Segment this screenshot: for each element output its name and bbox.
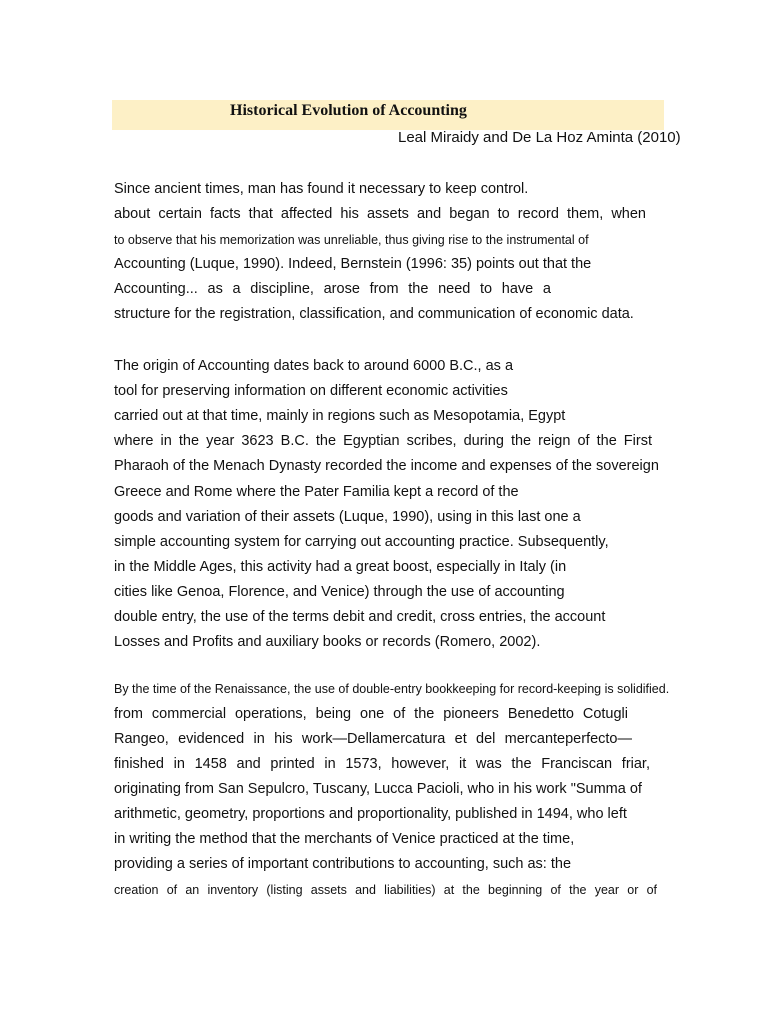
paragraph-2-line-6: Greece and Rome where the Pater Familia kept a record of the xyxy=(114,484,519,500)
paragraph-1-line-4: Accounting (Luque, 1990). Indeed, Bernstein (1996: 35) points out that the xyxy=(114,256,592,272)
paragraph-2-line-11: double entry, the use of the terms debit and credit, cross entries, the account xyxy=(114,609,606,625)
paragraph-3-line-3: Rangeo, evidenced in his work—Dellamercatura et del mercanteperfecto— xyxy=(114,731,632,747)
paragraph-3-line-2: from commercial operations, being one of the pioneers Benedetto Cotugli xyxy=(114,706,628,722)
paragraph-3-line-5: originating from San Sepulcro, Tuscany, Lucca Pacioli, who in his work "Summa of xyxy=(114,781,642,797)
paragraph-1-line-3: to observe that his memorization was unreliable, thus giving rise to the instrumental of xyxy=(114,233,589,247)
paragraph-3-line-9: creation of an inventory (listing assets and liabilities) at the beginning of the year or of xyxy=(114,883,657,897)
paragraph-2-line-8: simple accounting system for carrying out accounting practice. Subsequently, xyxy=(114,534,609,550)
paragraph-2-line-5: Pharaoh of the Menach Dynasty recorded the income and expenses of the sovereign xyxy=(114,458,659,474)
document-title: Historical Evolution of Accounting xyxy=(230,102,467,119)
paragraph-2-line-4: where in the year 3623 B.C. the Egyptian scribes, during the reign of the First xyxy=(114,433,652,449)
paragraph-3-line-1: By the time of the Renaissance, the use of double-entry bookkeeping for record-keeping is solidified. xyxy=(114,682,670,696)
paragraph-2-line-10: cities like Genoa, Florence, and Venice) through the use of accounting xyxy=(114,584,565,600)
paragraph-3-line-4: finished in 1458 and printed in 1573, however, it was the Franciscan friar, xyxy=(114,756,650,772)
paragraph-2-line-2: tool for preserving information on different economic activities xyxy=(114,383,508,399)
paragraph-1-line-6: structure for the registration, classification, and communication of economic data. xyxy=(114,306,634,322)
paragraph-3-line-8: providing a series of important contributions to accounting, such as: the xyxy=(114,856,572,872)
paragraph-2-line-3: carried out at that time, mainly in regions such as Mesopotamia, Egypt xyxy=(114,408,566,424)
paragraph-1-line-5: Accounting... as a discipline, arose from the need to have a xyxy=(114,281,551,297)
paragraph-3-line-7: in writing the method that the merchants of Venice practiced at the time, xyxy=(114,831,575,847)
paragraph-1-line-2: about certain facts that affected his assets and began to record them, when xyxy=(114,206,646,222)
paragraph-2-line-1: The origin of Accounting dates back to around 6000 B.C., as a xyxy=(114,358,514,374)
paragraph-2-line-7: goods and variation of their assets (Luque, 1990), using in this last one a xyxy=(114,509,581,525)
paragraph-3-line-6: arithmetic, geometry, proportions and proportionality, published in 1494, who left xyxy=(114,806,627,822)
author-citation: Leal Miraidy and De La Hoz Aminta (2010) xyxy=(398,129,681,146)
paragraph-1-line-1: Since ancient times, man has found it necessary to keep control. xyxy=(114,181,529,197)
paragraph-2-line-12: Losses and Profits and auxiliary books or records (Romero, 2002). xyxy=(114,634,541,650)
paragraph-2-line-9: in the Middle Ages, this activity had a great boost, especially in Italy (in xyxy=(114,559,567,575)
